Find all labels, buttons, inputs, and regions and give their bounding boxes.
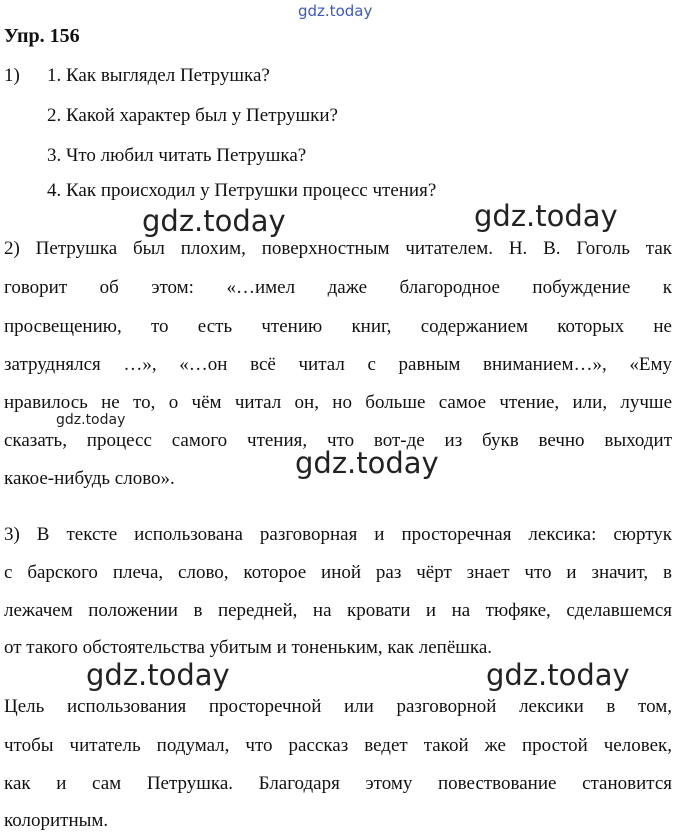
section-3-line: от такого обстоятельства убитым и тоненьким, как лепёшка. — [4, 637, 493, 658]
watermark: gdz.today — [86, 658, 230, 692]
section-2-line: говорит об этом: «…имел даже благородное побуждение к — [4, 277, 672, 298]
section-2-line: нравилось не то, о чём читал он, но больше самое чтение, или, лучше — [4, 392, 672, 413]
section-3-line: с барского плеча, слово, которое иной раз чёрт знает что и значит, в — [4, 562, 672, 583]
exercise-title: Упр. 156 — [4, 25, 80, 47]
watermark: gdz.today — [486, 658, 630, 692]
section-3-line: 3) В тексте использована разговорная и просторечная лексика: сюртук — [4, 524, 672, 545]
question-1: 1. Как выглядел Петрушка? — [47, 65, 270, 86]
watermark: gdz.today — [295, 446, 439, 480]
section-4-line: колоритным. — [4, 810, 109, 831]
section-2-line: 2) Петрушка был плохим, поверхностным читателем. Н. В. Гоголь так — [4, 238, 672, 259]
section-4-line: Цель использования просторечной или разговорной лексики в том, — [4, 696, 672, 717]
watermark: gdz.today — [56, 412, 126, 428]
section-4-line: чтобы читатель подумал, что рассказ ведет такой же простой человек, — [4, 735, 672, 756]
question-3: 3. Что любил читать Петрушка? — [47, 145, 307, 166]
watermark: gdz.today — [142, 204, 286, 238]
question-2: 2. Какой характер был у Петрушки? — [47, 105, 338, 126]
section-1-marker: 1) — [4, 65, 20, 86]
section-2-line: какое-нибудь слово». — [4, 468, 175, 489]
section-2-line: просвещению, то есть чтению книг, содержанием которых не — [4, 316, 672, 337]
question-4: 4. Как происходил у Петрушки процесс чтения? — [47, 180, 437, 201]
watermark-top: gdz.today — [298, 2, 373, 20]
section-3-line: лежачем положении в передней, на кровати и на тюфяке, сделавшемся — [4, 600, 672, 621]
section-2-line: затруднялся …», «…он всё читал с равным вниманием…», «Ему — [4, 354, 672, 375]
section-2-line: сказать, процесс самого чтения, что вот-де из букв вечно выходит — [4, 430, 672, 451]
section-4-line: как и сам Петрушка. Благодаря этому повествование становится — [4, 773, 672, 794]
watermark: gdz.today — [474, 199, 618, 233]
